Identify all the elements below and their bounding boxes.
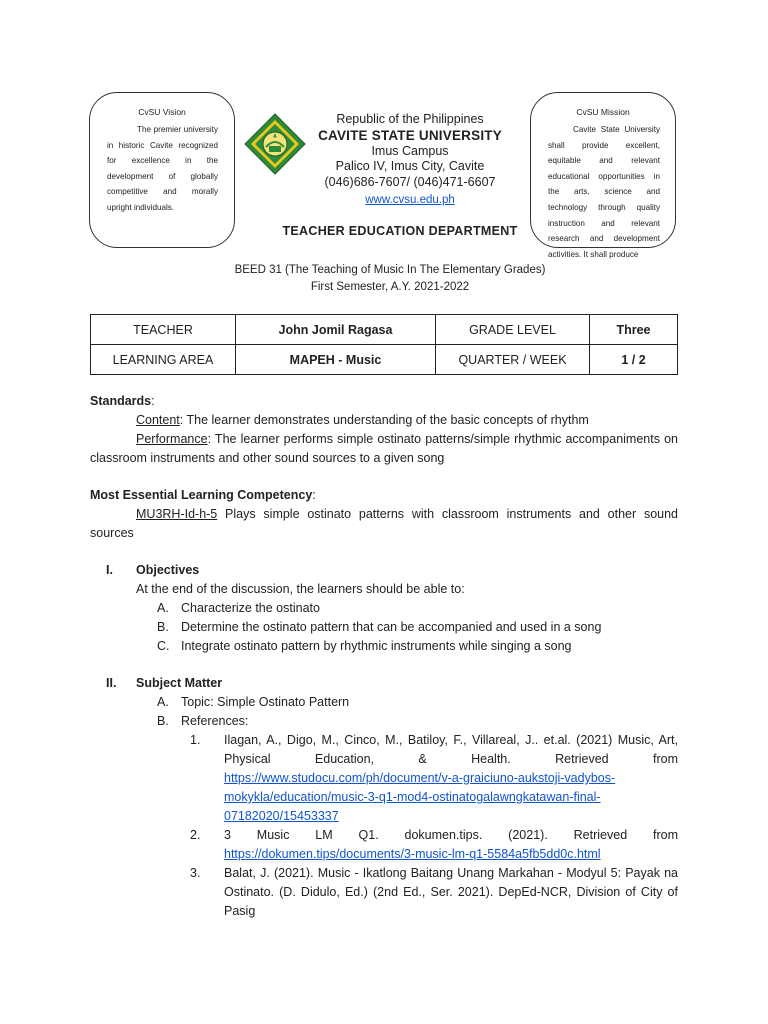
teacher-value: John Jomil Ragasa <box>236 315 436 345</box>
course-info <box>140 262 640 296</box>
objectives-intro: At the end of the discussion, the learners should be able to: <box>136 582 465 596</box>
standards-performance: Performance: The learner performs simple ostinato patterns/simple rhythmic accompaniments on classroom instruments and other sound sources to a given song <box>90 432 678 465</box>
republic-line: Republic of the Philippines <box>336 112 484 126</box>
objectives-heading: I. Objectives <box>106 563 200 577</box>
area-value: MAPEH - Music <box>236 345 436 375</box>
quarter-label: QUARTER / WEEK <box>436 345 590 375</box>
list-item: A. Characterize the ostinato <box>157 601 320 615</box>
vision-title: CvSU Vision <box>138 107 186 117</box>
list-item: A. Topic: Simple Ostinato Pattern <box>157 695 350 709</box>
standards-content: Content: The learner demonstrates understanding of the basic concepts of rhythm <box>136 413 589 427</box>
reference-link[interactable]: https://dokumen.tips/documents/3-music-lm-q1-5584a5fb5dd0c.html <box>224 847 601 861</box>
grade-label: GRADE LEVEL <box>436 315 590 345</box>
mission-text: Cavite State University shall provide excellent, equitable and relevant educational opportunities in the arts, science and technology through quality instruction and relevant research and development activities. It shall produce <box>548 125 660 259</box>
melc-text: MU3RH-Id-h-5 Plays simple ostinato patterns with classroom instruments and other sound sources <box>90 507 678 540</box>
standards-heading: Standards: <box>90 394 155 408</box>
info-table <box>90 314 678 375</box>
department-title: TEACHER EDUCATION DEPARTMENT <box>282 224 518 238</box>
vision-box <box>89 92 235 248</box>
university-header <box>310 112 510 208</box>
table-row <box>91 345 678 375</box>
address-line: Palico IV, Imus City, Cavite <box>335 159 485 173</box>
phone-line: (046)686-7607/ (046)471-6607 <box>324 174 496 189</box>
campus-line: Imus Campus <box>371 143 449 158</box>
website-link[interactable]: www.cvsu.edu.ph <box>365 194 455 206</box>
list-item: B. References: <box>157 714 249 728</box>
quarter-value: 1 / 2 <box>590 345 678 375</box>
reference-item: 1. Ilagan, A., Digo, M., Cinco, M., Batiloy, F., Villareal, J.. et.al. (2021) Music, Art, Physical Education, & Health. Retrieved from https://www.studocu.com/ph/document/v-a-graiciuno-aukstoji-vadybos-mokykla/education/music-3-q1-mod4-ostinatogalawngkatawan-final-07182020/15453337 <box>190 733 678 823</box>
university-name: CAVITE STATE UNIVERSITY <box>318 127 502 143</box>
subject-matter-heading: II. Subject Matter <box>106 676 223 690</box>
melc-heading: Most Essential Learning Competency: <box>90 488 316 502</box>
reference-link[interactable]: https://www.studocu.com/ph/document/v-a-graiciuno-aukstoji-vadybos-mokykla/education/music-3-q1-mod4-ostinatogalawngkatawan-final-07182020/15453337 <box>224 771 616 823</box>
table-row <box>91 315 678 345</box>
teacher-label: TEACHER <box>91 315 236 345</box>
university-logo <box>244 113 306 175</box>
mission-title: CvSU Mission <box>576 107 630 117</box>
grade-value: Three <box>590 315 678 345</box>
semester-line: First Semester, A.Y. 2021-2022 <box>310 281 470 293</box>
vision-text: The premier university in historic Cavite recognized for excellence in the development of globally competitive and morally upright individuals. <box>107 125 218 212</box>
area-label: LEARNING AREA <box>91 345 236 375</box>
course-line: BEED 31 (The Teaching of Music In The Elementary Grades) <box>234 264 546 276</box>
list-item: B. Determine the ostinato pattern that can be accompanied and used in a song <box>157 620 602 634</box>
lesson-body <box>90 392 678 921</box>
list-item: C. Integrate ostinato pattern by rhythmic instruments while singing a song <box>157 639 572 653</box>
reference-item: 2. 3 Music LM Q1. dokumen.tips. (2021). Retrieved from https://dokumen.tips/documents/3-music-lm-q1-5584a5fb5dd0c.html <box>190 828 678 861</box>
reference-item: 3. Balat, J. (2021). Music - Ikatlong Baitang Unang Markahan - Modyul 5: Payak na Ostinato. (D. Didulo, Ed.) (2nd Ed., Ser. 2021). DepEd-NCR, Division of City of Pasig <box>190 866 678 918</box>
